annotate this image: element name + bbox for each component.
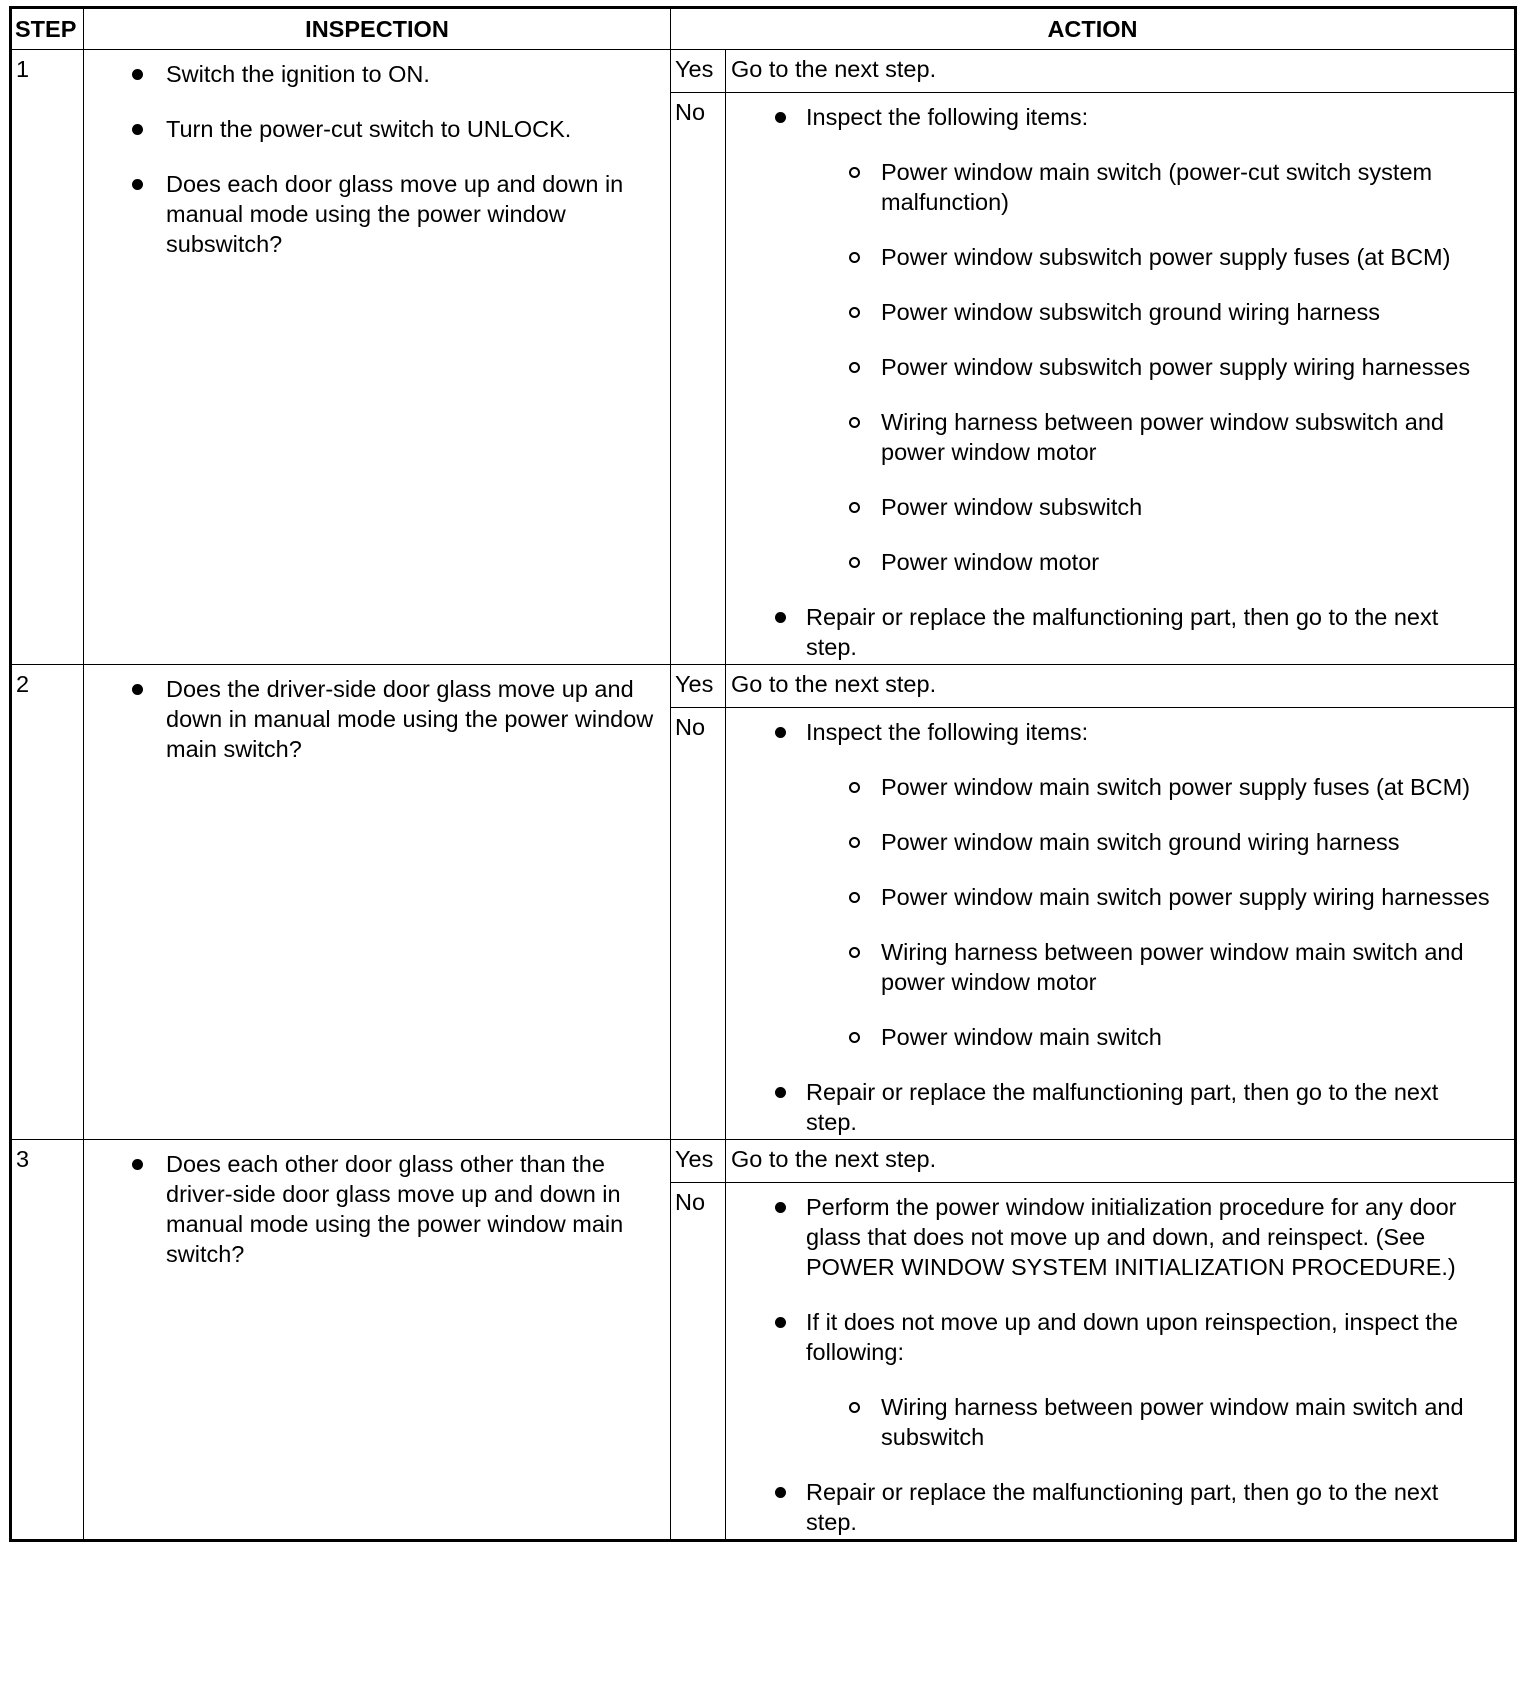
- yes-label: Yes: [671, 1140, 726, 1183]
- inspection-list: [84, 1149, 670, 1269]
- inspection-item: Does the driver-side door glass move up and down in manual mode using the power window main switch?: [84, 674, 670, 764]
- no-label: No: [671, 93, 726, 665]
- yes-label: Yes: [671, 50, 726, 93]
- inspection-cell: [84, 1140, 671, 1541]
- inspection-item: Does each door glass move up and down in manual mode using the power window subswitch?: [84, 169, 670, 259]
- action-subitem: Power window subswitch ground wiring harness: [726, 297, 1494, 327]
- inspection-cell: [84, 665, 671, 1140]
- yes-action: Go to the next step.: [726, 50, 1516, 93]
- step-number: 1: [11, 50, 84, 665]
- step-row-1: [11, 50, 1516, 93]
- step-number: 3: [11, 1140, 84, 1541]
- action-subitem: Wiring harness between power window main switch and subswitch: [726, 1392, 1494, 1452]
- action-item: Repair or replace the malfunctioning part, then go to the next step.: [726, 1477, 1494, 1537]
- action-item: If it does not move up and down upon reinspection, inspect the following:: [726, 1307, 1494, 1367]
- action-subitem: Power window subswitch: [726, 492, 1494, 522]
- no-label: No: [671, 1183, 726, 1541]
- no-action-cell: [726, 1183, 1516, 1541]
- step-row-2: [11, 665, 1516, 708]
- action-subitem: Power window main switch ground wiring harness: [726, 827, 1494, 857]
- header-row: [11, 8, 1516, 50]
- yes-action: Go to the next step.: [726, 665, 1516, 708]
- troubleshooting-table: [9, 6, 1517, 1542]
- action-list: [726, 102, 1494, 662]
- inspection-item: Turn the power-cut switch to UNLOCK.: [84, 114, 670, 144]
- action-subitem: Power window subswitch power supply wiring harnesses: [726, 352, 1494, 382]
- no-action-cell: [726, 93, 1516, 665]
- action-item: Repair or replace the malfunctioning part, then go to the next step.: [726, 602, 1494, 662]
- no-action-cell: [726, 708, 1516, 1140]
- yes-action: Go to the next step.: [726, 1140, 1516, 1183]
- action-subitem: Power window main switch power supply wiring harnesses: [726, 882, 1494, 912]
- action-list: [726, 717, 1494, 1137]
- action-subitem: Wiring harness between power window subswitch and power window motor: [726, 407, 1494, 467]
- header-inspection: INSPECTION: [84, 8, 671, 50]
- action-subitem: Wiring harness between power window main switch and power window motor: [726, 937, 1494, 997]
- inspection-cell: [84, 50, 671, 665]
- action-subitem: Power window subswitch power supply fuses (at BCM): [726, 242, 1494, 272]
- action-subitem: Power window motor: [726, 547, 1494, 577]
- inspection-list: [84, 59, 670, 259]
- no-label: No: [671, 708, 726, 1140]
- action-subitem: Power window main switch power supply fuses (at BCM): [726, 772, 1494, 802]
- inspection-item: Does each other door glass other than the driver-side door glass move up and down in manual mode using the power window main switch?: [84, 1149, 670, 1269]
- step-number: 2: [11, 665, 84, 1140]
- header-action: ACTION: [671, 8, 1516, 50]
- header-step: STEP: [11, 8, 84, 50]
- action-item: Inspect the following items:: [726, 717, 1494, 747]
- step-row-3: [11, 1140, 1516, 1183]
- inspection-item: Switch the ignition to ON.: [84, 59, 670, 89]
- yes-label: Yes: [671, 665, 726, 708]
- action-item: Repair or replace the malfunctioning part, then go to the next step.: [726, 1077, 1494, 1137]
- action-item: Inspect the following items:: [726, 102, 1494, 132]
- action-subitem: Power window main switch (power-cut switch system malfunction): [726, 157, 1494, 217]
- action-list: [726, 1192, 1494, 1537]
- inspection-list: [84, 674, 670, 764]
- action-item: Perform the power window initialization procedure for any door glass that does not move up and down, and reinspect. (See POWER WINDOW SYSTEM INITIALIZATION PROCEDURE.): [726, 1192, 1494, 1282]
- action-subitem: Power window main switch: [726, 1022, 1494, 1052]
